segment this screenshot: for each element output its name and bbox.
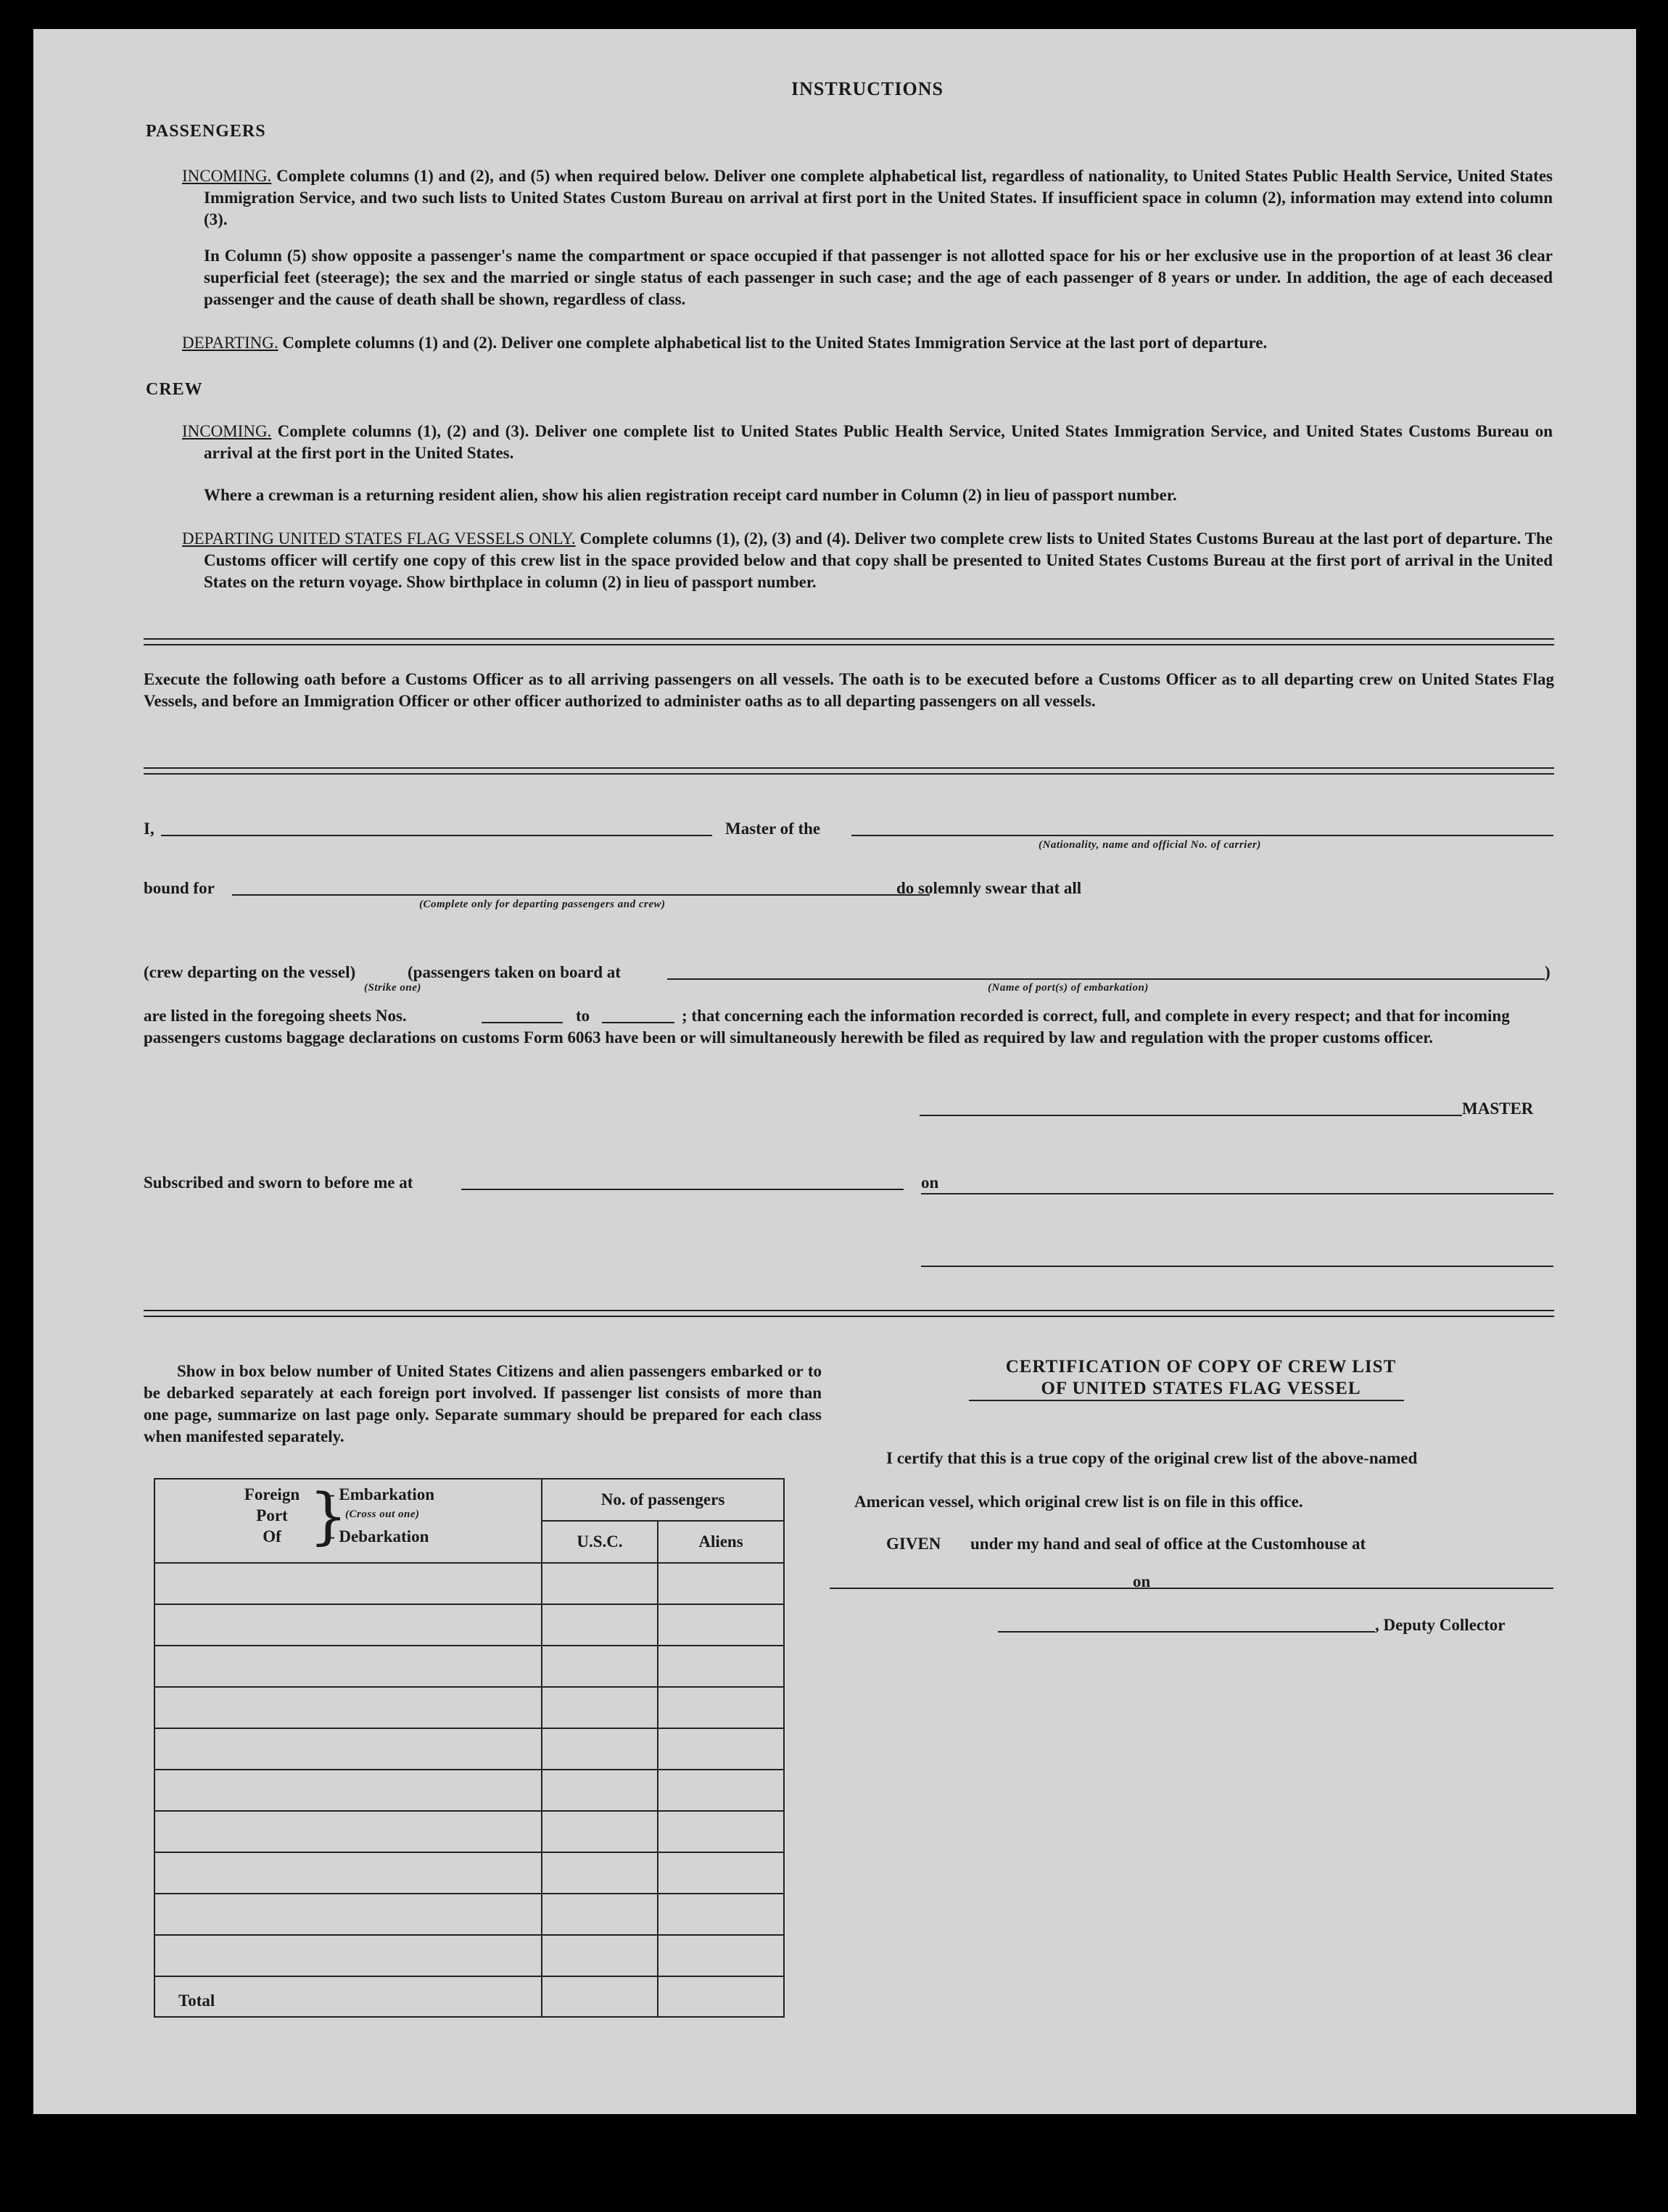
bound-for-field[interactable] [232,894,930,896]
aliens-header: Aliens [658,1521,784,1563]
master-of-the-label: Master of the [725,820,821,838]
aliens-total-cell[interactable] [658,1976,784,2017]
divider-top-1 [144,638,1554,640]
divider-bottom-2 [144,1316,1554,1317]
divider-top-2 [144,644,1554,645]
oath-i-label: I, [144,820,154,838]
table-row [154,1852,784,1894]
port-cell[interactable] [154,1646,542,1687]
certification-title [904,1356,1498,1400]
header-cross-out: (Cross out one) [345,1509,420,1520]
divider-mid-2 [144,773,1554,775]
summary-instructions: Show in box below number of United States Citizens and alien passengers embarked or to be debarked separately at each foreign port involved. If passenger list consists of more than one page, summarize on last page only. Separate summary should be prepared for each class when manifested separately. [144,1362,822,1445]
usc-cell[interactable] [542,1728,658,1770]
usc-header: U.S.C. [542,1521,658,1563]
crew-heading: CREW [146,380,203,399]
crew-incoming-paragraph [182,421,1553,464]
header-of: Of [263,1527,281,1545]
certification-title-underline [969,1400,1404,1401]
aliens-cell[interactable] [658,1894,784,1935]
usc-cell[interactable] [542,1852,658,1894]
table-row [154,1687,784,1728]
sworn-place-field[interactable] [461,1189,904,1190]
aliens-cell[interactable] [658,1604,784,1646]
certification-title-line2: OF UNITED STATES FLAG VESSEL [1041,1379,1361,1398]
passengers-heading: PASSENGERS [146,122,266,141]
passengers-taken-option[interactable]: (passengers taken on board at [408,963,621,981]
customhouse-field[interactable] [830,1588,1157,1589]
listed-rest-continuation [144,1027,1554,1070]
port-cell[interactable] [154,1563,542,1604]
oath-instruction: Execute the following oath before a Customs Officer as to all arriving passengers on all vessels. The oath is to be executed before a Customs Officer as to all departing crew on United States Flag Vessels, and before an Immigration Officer or other officer authorized to administer oaths as to all departing passengers on all vessels. [144,670,1554,710]
header-port: Port [256,1506,288,1524]
usc-cell[interactable] [542,1770,658,1811]
passengers-departing-text: Complete columns (1) and (2). Deliver one complete alphabetical list to the United States Immigration Service at the last port of departure. [282,334,1268,352]
deputy-collector-signature-field[interactable] [998,1631,1375,1633]
listed-rest-wrap: passengers customs baggage declarations on customs Form 6063 have been or will simultaneously herewith be filed as required by law and regulation with the proper customs officer. [144,1028,1434,1047]
aliens-cell[interactable] [658,1935,784,1976]
swear-text: do solemnly swear that all [896,879,1082,897]
usc-cell[interactable] [542,1811,658,1852]
aliens-cell[interactable] [658,1811,784,1852]
crew-departing-paragraph [182,528,1553,593]
ports-of-embarkation-field[interactable] [667,978,1545,980]
aliens-cell[interactable] [658,1563,784,1604]
close-paren: ) [1545,963,1551,981]
usc-cell[interactable] [542,1563,658,1604]
certification-on-label: on [1133,1572,1151,1590]
passengers-incoming-paragraph [182,165,1553,231]
port-cell[interactable] [154,1894,542,1935]
carrier-field[interactable] [851,835,1553,836]
port-cell[interactable] [154,1811,542,1852]
total-label: Total [178,1992,215,2010]
passengers-departing-paragraph [182,332,1553,354]
port-cell[interactable] [154,1770,542,1811]
passenger-summary-table [154,1478,785,2018]
master-label: MASTER [1462,1099,1534,1118]
listed-label: are listed in the foregoing sheets Nos. [144,1007,407,1025]
american-vessel-text: American vessel, which original crew list is on file in this office. [854,1493,1303,1511]
brace-icon: } [309,1480,348,1551]
form-sheet [33,29,1636,2114]
divider-bottom-1 [144,1310,1554,1311]
usc-cell[interactable] [542,1687,658,1728]
instructions-title: INSTRUCTIONS [791,78,944,99]
aliens-cell[interactable] [658,1687,784,1728]
crew-departing-label: DEPARTING UNITED STATES FLAG VESSELS ONLY. [182,529,576,548]
table-row [154,1770,784,1811]
to-label: to [576,1007,590,1025]
given-label: GIVEN [886,1535,941,1553]
given-text: under my hand and seal of office at the Customhouse at [970,1535,1366,1553]
certification-title-line1: CERTIFICATION OF COPY OF CREW LIST [1005,1357,1397,1377]
ports-caption: (Name of port(s) of embarkation) [988,982,1149,994]
table-row [154,1563,784,1604]
port-cell[interactable] [154,1728,542,1770]
sheet-to-field[interactable] [602,1022,674,1023]
certify-text: I certify that this is a true copy of the original crew list of the above-named [886,1449,1418,1467]
port-cell[interactable] [154,1604,542,1646]
officer-signature-field[interactable] [921,1266,1553,1267]
total-label-cell [154,1976,542,2017]
table-row [154,1935,784,1976]
bound-for-label: bound for [144,879,215,897]
crew-resident-paragraph: Where a crewman is a returning resident alien, show his alien registration receipt card number in Column (2) in lieu of passport number. [204,486,1177,504]
listed-rest-line1: ; that concerning each the information recorded is correct, full, and complete in every respect; and that for incoming [682,1007,1510,1025]
subscribed-label: Subscribed and sworn to before me at [144,1173,413,1192]
aliens-cell[interactable] [658,1728,784,1770]
port-cell[interactable] [154,1852,542,1894]
table-row [154,1894,784,1935]
usc-total-cell[interactable] [542,1976,658,2017]
table-row [154,1811,784,1852]
header-foreign: Foreign [244,1485,300,1503]
table-row [154,1728,784,1770]
sheet-from-field[interactable] [482,1022,563,1023]
aliens-cell[interactable] [658,1770,784,1811]
header-embarkation[interactable]: - Embarkation [329,1485,435,1503]
certification-date-field[interactable] [1156,1588,1553,1589]
passengers-departing-label: DEPARTING. [182,334,278,352]
header-debarkation[interactable]: - Debarkation [329,1527,429,1545]
port-cell[interactable] [154,1935,542,1976]
passengers-incoming-label: INCOMING. [182,167,272,185]
table-row [154,1646,784,1687]
master-name-field[interactable] [161,835,712,836]
sworn-on-label: on [921,1173,939,1192]
nationality-caption: (Nationality, name and official No. of carrier) [1039,839,1261,851]
usc-cell[interactable] [542,1604,658,1646]
aliens-cell[interactable] [658,1852,784,1894]
crew-incoming-text: Complete columns (1), (2) and (3). Deliver one complete list to United States Public Health Service, United States Immigration Service, and United States Customs Bureau on arrival at the first port in the United States. [204,422,1553,462]
crew-departing-text: Complete columns (1), (2), (3) and (4). Deliver two complete crew lists to United States Customs Bureau at the last port of departure. The Customs officer will certify one copy of this crew list in the space provided below and that copy shall be presented to United States Customs Bureau at the first port of arrival in the United States on the return voyage. Show birthplace in column (2) in lieu of passport number. [204,529,1553,591]
port-cell[interactable] [154,1687,542,1728]
aliens-cell[interactable] [658,1646,784,1687]
table-row [154,1604,784,1646]
deputy-collector-label: , Deputy Collector [1375,1616,1506,1634]
port-header-cell [154,1479,542,1563]
crew-incoming-label: INCOMING. [182,422,272,440]
usc-cell[interactable] [542,1646,658,1687]
usc-cell[interactable] [542,1894,658,1935]
divider-mid-1 [144,767,1554,769]
strike-one-caption: (Strike one) [364,982,421,994]
sworn-date-field[interactable] [921,1193,1553,1194]
usc-cell[interactable] [542,1935,658,1976]
passengers-column5-paragraph: In Column (5) show opposite a passenger's name the compartment or space occupied if that passenger is not allotted space for his or her exclusive use in the proportion of at least 36 clear superficial feet (steerage); the sex and the married or single status of each passenger in such case; and the age of each passenger of 8 years or under. In addition, the age of each deceased passenger and the cause of death shall be shown, regardless of class. [204,247,1553,308]
no-passengers-header: No. of passengers [542,1479,784,1521]
master-signature-field[interactable] [920,1115,1462,1116]
total-row [154,1976,784,2017]
passengers-incoming-text: Complete columns (1) and (2), and (5) when required below. Deliver one complete alphabetical list, regardless of nationality, to United States Public Health Service, United States Immigration Service, and two such lists to United States Custom Bureau on arrival at first port in the United States. If insufficient space in column (2), information may extend into column (3). [204,167,1553,228]
bound-for-caption: (Complete only for departing passengers and crew) [419,899,666,910]
crew-departing-option[interactable]: (crew departing on the vessel) [144,963,356,981]
